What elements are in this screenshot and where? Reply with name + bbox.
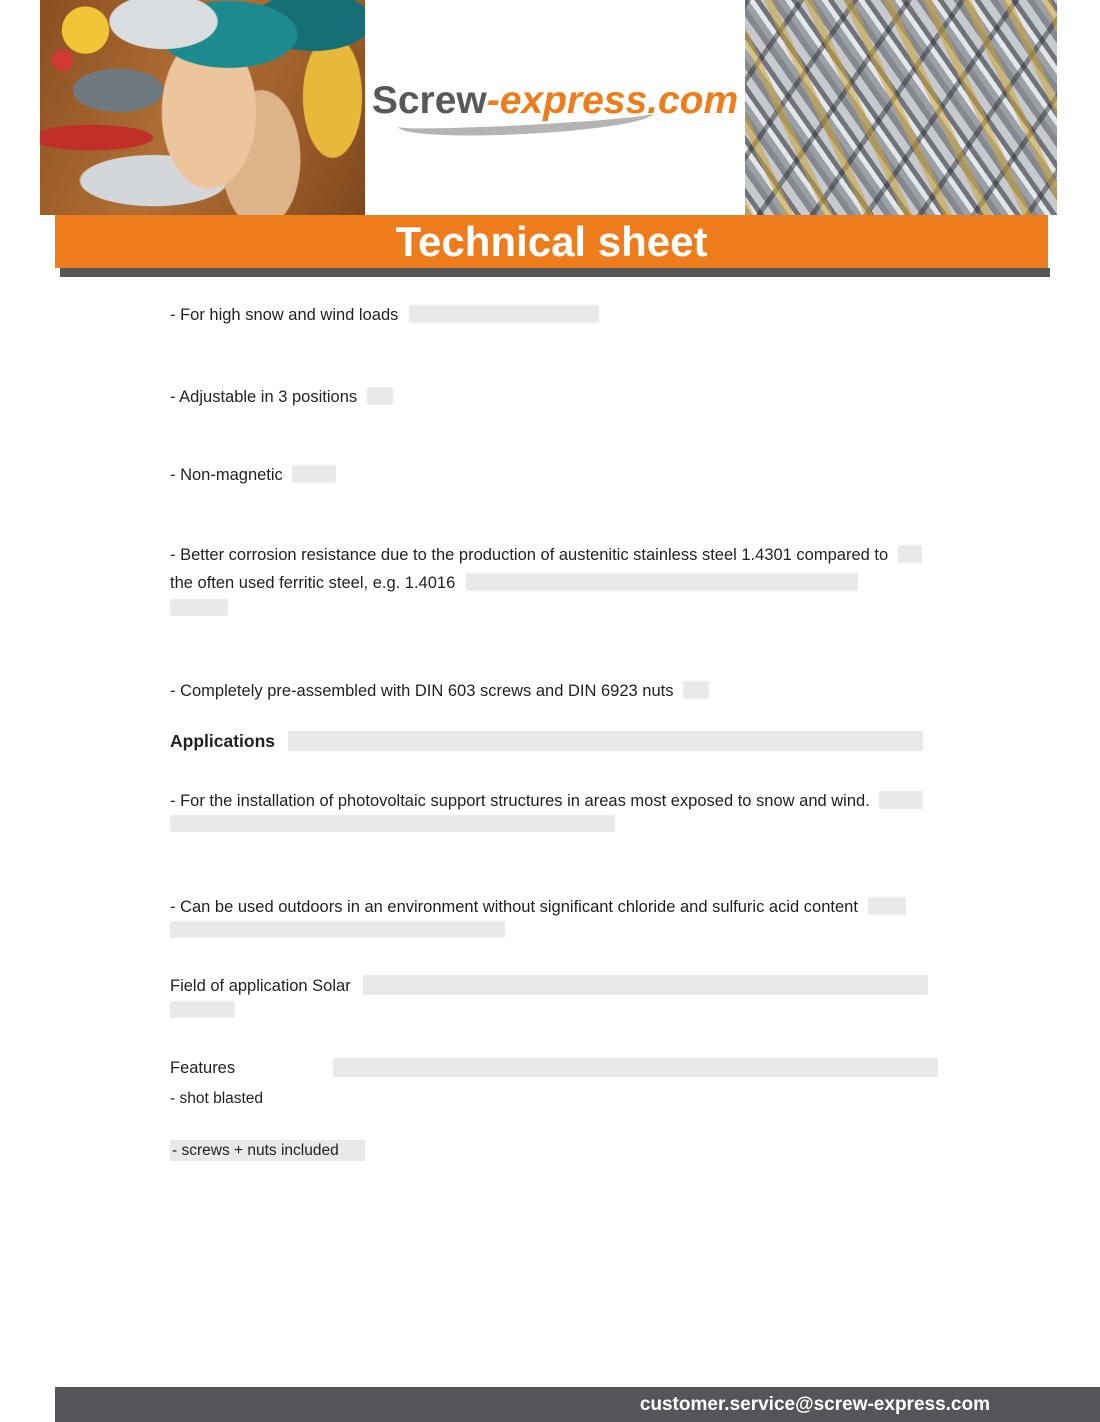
feature-text: - screws + nuts included: [170, 1140, 365, 1161]
bullet-adjustable-positions: [170, 383, 393, 411]
bullet-text: - Better corrosion resistance due to the production of austenitic stainless steel 1.4301 compared to: [170, 546, 889, 564]
workbench-photo: [40, 0, 365, 215]
redacted-text: [170, 921, 505, 938]
heading-text: Applications: [170, 731, 276, 751]
footer: [55, 1387, 1100, 1422]
logo-brand-primary: Screw: [371, 79, 487, 122]
bullet-corrosion-resistance: [170, 541, 922, 569]
feature-shot-blasted: [170, 1085, 263, 1113]
redacted-text: [333, 1058, 938, 1077]
redacted-text: [170, 599, 228, 616]
redacted-text: [898, 545, 922, 563]
redacted-text: [409, 305, 599, 323]
bullet-text: - Completely pre-assembled with DIN 603 screws and DIN 6923 nuts: [170, 682, 674, 700]
application-photovoltaic: [170, 787, 923, 815]
content: [0, 277, 1100, 1387]
application-outdoor-use: [170, 893, 906, 921]
redacted-text: [879, 791, 923, 809]
redacted-text: [466, 573, 858, 591]
bullet-text: - For the installation of photovoltaic support structures in areas most exposed to snow and wind.: [170, 792, 870, 810]
heading-text: Features: [170, 1059, 236, 1077]
redacted-text: [170, 815, 615, 832]
redacted-text: [363, 975, 928, 995]
applications-heading: [170, 727, 923, 755]
header: [0, 0, 1100, 215]
redacted-text: [367, 387, 393, 405]
bullet-text: - Can be used outdoors in an environment without significant chloride and sulfuric acid content: [170, 898, 858, 916]
page-title: Technical sheet: [395, 217, 708, 265]
redacted-text: [868, 897, 906, 915]
bullet-text: the often used ferritic steel, e.g. 1.4016: [170, 574, 456, 592]
features-heading: [170, 1054, 938, 1082]
logo-brand-secondary: -express.com: [486, 79, 739, 122]
bullet-corrosion-resistance-line2: [170, 569, 858, 597]
contact-email: customer.service@screw-express.com: [639, 1393, 990, 1415]
bullet-text: - For high snow and wind loads: [170, 306, 399, 324]
bullet-high-snow-wind-loads: [170, 301, 599, 329]
bullet-non-magnetic: [170, 461, 336, 489]
redacted-text: [292, 465, 336, 483]
screws-photo: [745, 0, 1057, 215]
feature-screws-nuts-included: [170, 1137, 365, 1165]
bullet-text: - Adjustable in 3 positions: [170, 388, 358, 406]
redacted-text: [170, 1001, 235, 1018]
banner-underline: [60, 268, 1050, 277]
field-of-application: [170, 972, 928, 1000]
bullet-text: - Non-magnetic: [170, 466, 283, 484]
field-text: Field of application Solar: [170, 977, 351, 995]
logo: [365, 0, 745, 215]
feature-text: - shot blasted: [170, 1090, 264, 1107]
bullet-pre-assembled: [170, 677, 709, 705]
redacted-text: [683, 681, 709, 699]
redacted-text: [288, 731, 923, 751]
title-banner: [55, 215, 1048, 268]
